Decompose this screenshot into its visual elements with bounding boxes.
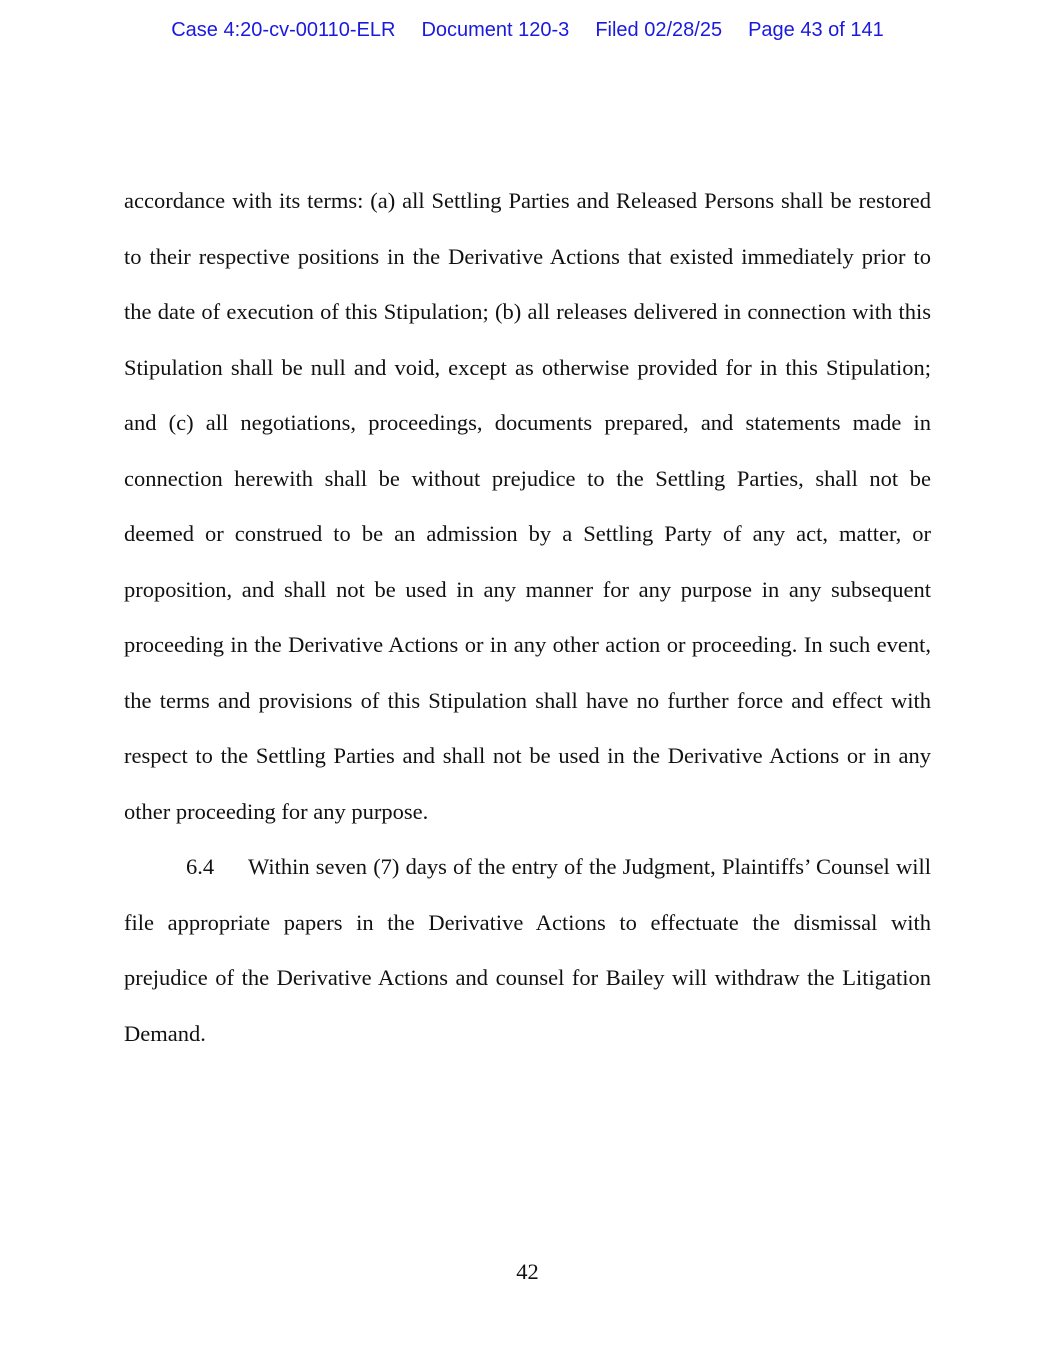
page-count: Page 43 of 141 (748, 19, 884, 41)
filed-date: Filed 02/28/25 (595, 19, 723, 41)
paragraph-continuation: accordance with its terms: (a) all Settling Parties and Released Persons shall be restored to their respective positions in the Derivative Actions that existed immediately prior to the date of execution of this Stipulation; (b) all releases delivered in connection with this Stipulation shall be null and void, except as otherwise provided for in this Stipulation; and (c) all negotiations, proceedings, documents prepared, and statements made in connection herewith shall be without prejudice to the Settling Parties, shall not be deemed or construed to be an admission by a Settling Party of any act, matter, or proposition, and shall not be used in any manner for any purpose in any subsequent proceeding in the Derivative Actions or in any other action or proceeding. In such event, the terms and provisions of this Stipulation shall have no further force and effect with respect to the Settling Parties and shall not be used in the Derivative Actions or in any other proceeding for any purpose. (124, 188, 931, 824)
section-6-4 (124, 839, 931, 1061)
document-number: Document 120-3 (421, 19, 570, 41)
section-text: Within seven (7) days of the entry of the Judgment, Plaintiffs’ Counsel will file appropriate papers in the Derivative Actions to effectuate the dismissal with prejudice of the Derivative Actions and counsel for Bailey will withdraw the Litigation Demand. (124, 854, 931, 1046)
section-number: 6.4 (186, 854, 215, 879)
filing-header (0, 19, 1055, 42)
case-number: Case 4:20-cv-00110-ELR (171, 19, 396, 41)
document-body (124, 173, 931, 1061)
page-number: 42 (516, 1259, 539, 1284)
